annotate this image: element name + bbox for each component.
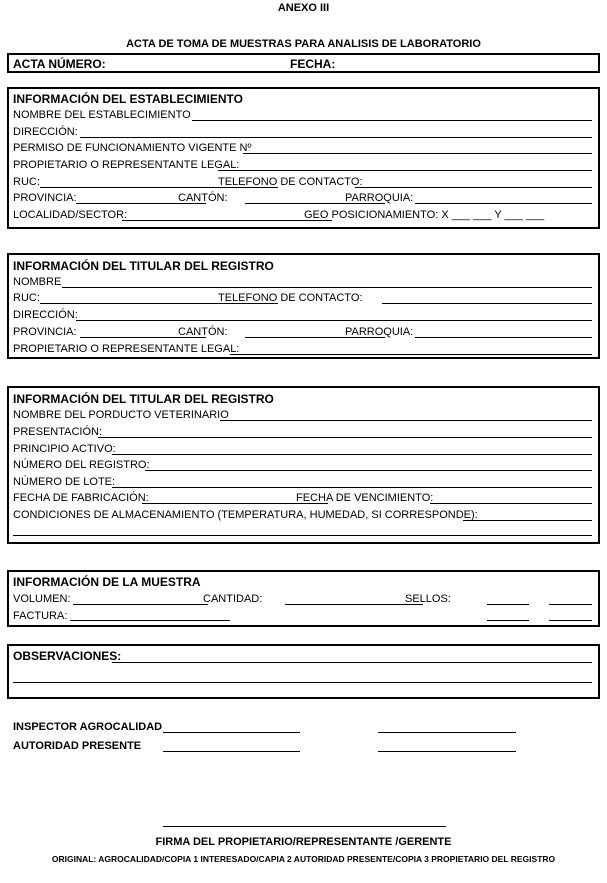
product-header: INFORMACIÓN DEL TITULAR DEL REGISTRO — [13, 392, 274, 406]
holder-address-field[interactable] — [76, 320, 592, 321]
acta-number-label: ACTA NÚMERO: — [13, 57, 106, 71]
authority-label: AUTORIDAD PRESENTE — [13, 740, 142, 752]
parish-label: PARROQUIA: — [345, 192, 414, 204]
authority-field-1[interactable] — [163, 751, 300, 752]
registry-number-field[interactable] — [145, 470, 592, 471]
establishment-address-label: DIRECCIÓN: — [13, 126, 78, 138]
holder-province-label: PROVINCIA: — [13, 326, 77, 338]
holder-phone-label: TELEFONO DE CONTACTO: — [218, 292, 363, 304]
inspector-field-2[interactable] — [378, 732, 516, 733]
owner-signature-line[interactable] — [163, 826, 446, 827]
presentation-label: PRESENTACIÓN: — [13, 426, 103, 438]
quantity-field[interactable] — [285, 604, 423, 605]
locality-label: LOCALIDAD/SECTOR: — [13, 209, 128, 221]
province-label: PROVINCIA: — [13, 192, 77, 204]
quantity-label: CANTIDAD: — [203, 593, 263, 605]
annex-title: ANEXO III — [277, 2, 330, 14]
establishment-header: INFORMACIÓN DEL ESTABLECIMIENTO — [13, 92, 244, 106]
storage-label: CONDICIONES DE ALMACENAMIENTO (TEMPERATURA, HUMEDAD, SI CORRESPONDE): — [13, 509, 478, 521]
volume-field[interactable] — [73, 604, 208, 605]
owner-signature-label: FIRMA DEL PROPIETARIO/REPRESENTANTE /GERENTE — [155, 836, 452, 848]
fecha-label: FECHA: — [290, 57, 336, 71]
locality-field[interactable] — [122, 220, 332, 221]
expiry-date-label: FECHA DE VENCIMIENTO: — [296, 492, 434, 504]
seals-label: SELLOS: — [405, 593, 451, 605]
manufacture-date-label: FECHA DE FABRICACIÓN: — [13, 492, 149, 504]
geo-label: GEO POSICIONAMIENTO: X ___ ___ Y ___ ___ — [304, 209, 545, 221]
permit-label: PERMISO DE FUNCIONAMIENTO VIGENTE Nº — [13, 142, 252, 154]
product-name-field[interactable] — [220, 420, 592, 421]
permit-field[interactable] — [243, 153, 592, 154]
seals-field-4[interactable] — [549, 620, 592, 621]
active-ingredient-label: PRINCIPIO ACTIVO: — [13, 443, 116, 455]
lot-number-label: NÚMERO DE LOTE: — [13, 476, 116, 488]
owner-label: PROPIETARIO O REPRESENTANTE LEGAL: — [13, 159, 240, 171]
establishment-address-field[interactable] — [80, 137, 592, 138]
invoice-label: FACTURA: — [13, 610, 68, 622]
seals-field-1[interactable] — [487, 604, 529, 605]
lot-number-field[interactable] — [112, 487, 592, 488]
holder-parish-label: PARROQUIA: — [345, 326, 414, 338]
phone-label: TELEFONO DE CONTACTO: — [218, 176, 363, 188]
holder-name-label: NOMBRE — [13, 276, 62, 288]
observations-header: OBSERVACIONES: — [13, 649, 122, 663]
phone-field[interactable] — [355, 187, 592, 188]
establishment-name-label: NOMBRE DEL ESTABLECIMIENTO — [13, 109, 191, 121]
storage-field[interactable] — [463, 520, 592, 521]
canton-label: CANTÓN: — [178, 192, 228, 204]
copies-footer: ORIGINAL: AGROCALIDAD/COPIA 1 INTERESADO/CAPIA 2 AUTORIDAD PRESENTE/COPIA 3 PROPIETARIO DEL REGISTRO — [51, 854, 556, 864]
inspector-label: INSPECTOR AGROCALIDAD — [13, 721, 163, 733]
seals-field-3[interactable] — [487, 620, 529, 621]
presentation-field[interactable] — [98, 437, 592, 438]
holder-phone-field[interactable] — [382, 303, 592, 304]
inspector-field-1[interactable] — [163, 732, 300, 733]
expiry-date-field[interactable] — [430, 503, 592, 504]
active-ingredient-field[interactable] — [112, 454, 592, 455]
holder-address-label: DIRECCIÓN: — [13, 309, 78, 321]
sample-header: INFORMACIÓN DE LA MUESTRA — [13, 575, 201, 589]
holder-name-field[interactable] — [62, 287, 592, 288]
ruc-label: RUC: — [13, 176, 40, 188]
holder-owner-field[interactable] — [230, 354, 592, 355]
acta-title: ACTA DE TOMA DE MUESTRAS PARA ANALISIS DE LABORATORIO — [126, 38, 481, 50]
holder-ruc-label: RUC: — [13, 292, 40, 304]
owner-field[interactable] — [218, 170, 592, 171]
registry-number-label: NÚMERO DEL REGISTRO: — [13, 459, 150, 471]
seals-field-2[interactable] — [549, 604, 592, 605]
holder-parish-field[interactable] — [415, 337, 592, 338]
product-name-label: NOMBRE DEL PORDUCTO VETERINARIO — [13, 409, 229, 421]
holder-canton-label: CANTÓN: — [178, 326, 228, 338]
holder-owner-label: PROPIETARIO O REPRESENTANTE LEGAL: — [13, 343, 240, 355]
establishment-name-field[interactable] — [192, 120, 592, 121]
observations-field-2[interactable] — [13, 682, 592, 683]
authority-field-2[interactable] — [378, 751, 516, 752]
holder-header: INFORMACIÓN DEL TITULAR DEL REGISTRO — [13, 259, 274, 273]
parish-field[interactable] — [415, 203, 592, 204]
storage-field-extra[interactable] — [13, 535, 592, 536]
volume-label: VOLUMEN: — [13, 593, 71, 605]
observations-field-1[interactable] — [112, 662, 592, 663]
invoice-field[interactable] — [70, 620, 230, 621]
